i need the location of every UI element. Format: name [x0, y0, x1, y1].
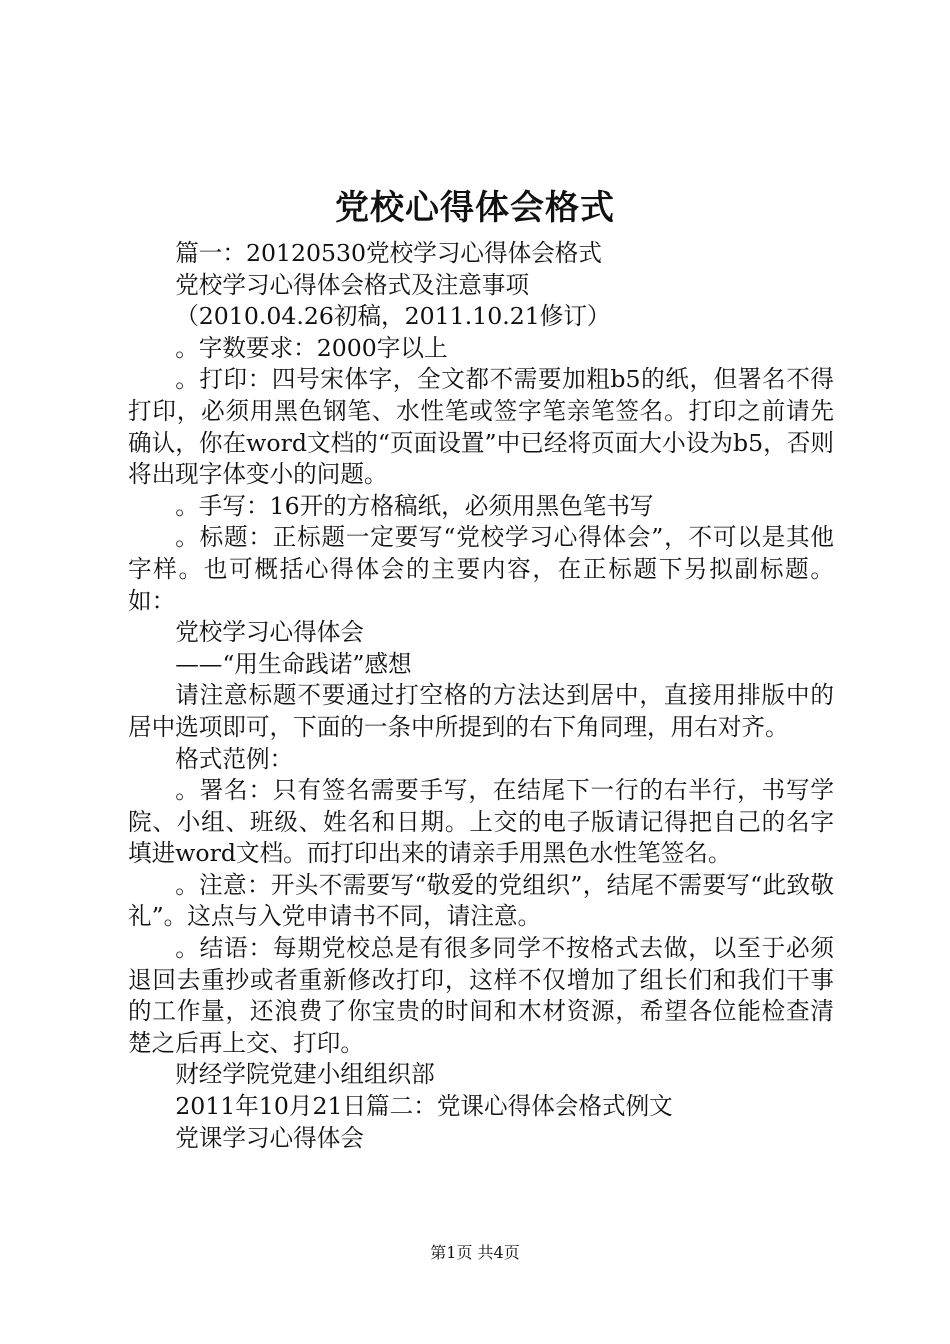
- paragraph: 。注意：开头不需要写“敬爱的党组织”，结尾不需要写“此致敬礼”。这点与入党申请书不同，请注意。: [128, 870, 834, 931]
- paragraph: 党校学习心得体会格式及注意事项: [175, 270, 530, 299]
- paragraph: 。标题：正标题一定要写“党校学习心得体会”，不可以是其他字样。也可概括心得体会的主要内容，在正标题下另拟副标题。如：: [128, 523, 834, 615]
- paragraph: （2010.04.26初稿，2011.10.21修订）: [175, 302, 611, 331]
- paragraph: 党课学习心得体会: [175, 1123, 364, 1152]
- paragraph: 。字数要求：2000字以上: [175, 333, 448, 362]
- paragraph: 2011年10月21日篇二：党课心得体会格式例文: [175, 1092, 673, 1121]
- paragraph: 格式范例：: [175, 744, 294, 773]
- paragraph: 。结语：每期党校总是有很多同学不按格式去做，以至于必须退回去重抄或者重新修改打印，这样不仅增加了组长们和我们干事的工作量，还浪费了你宝贵的时间和木材资源，希望各位能检查清楚之后再上交、打印。: [128, 934, 834, 1057]
- paragraph: 请注意标题不要通过打空格的方法达到居中，直接用排版中的居中选项即可，下面的一条中所提到的右下角同理，用右对齐。: [128, 681, 834, 741]
- paragraph: 。署名：只有签名需要手写，在结尾下一行的右半行，书写学院、小组、班级、姓名和日期。上交的电子版请记得把自己的名字填进word文档。而打印出来的请亲手用黑色水性笔签名。: [128, 776, 834, 868]
- paragraph: 党校学习心得体会: [175, 618, 364, 647]
- paragraph: 。手写：16开的方格稿纸，必须用黑色笔书写: [175, 491, 654, 520]
- paragraph: ——“用生命践诺”感想: [175, 649, 412, 678]
- paragraph: 财经学院党建小组组织部: [175, 1060, 435, 1089]
- document-title: 党校心得体会格式: [335, 188, 615, 228]
- paragraph: 篇一：20120530党校学习心得体会格式: [175, 239, 602, 267]
- paragraph: 。打印：四号宋体字，全文都不需要加粗b5的纸，但署名不得打印，必须用黑色钢笔、水性笔或签字笔亲笔签名。打印之前请先确认，你在word文档的“页面设置”中已经将页面大小设为b5，否则将出现字体变小的问题。: [128, 365, 834, 489]
- document-body: [128, 238, 834, 1154]
- page-footer: 第1页 共4页: [430, 1243, 520, 1262]
